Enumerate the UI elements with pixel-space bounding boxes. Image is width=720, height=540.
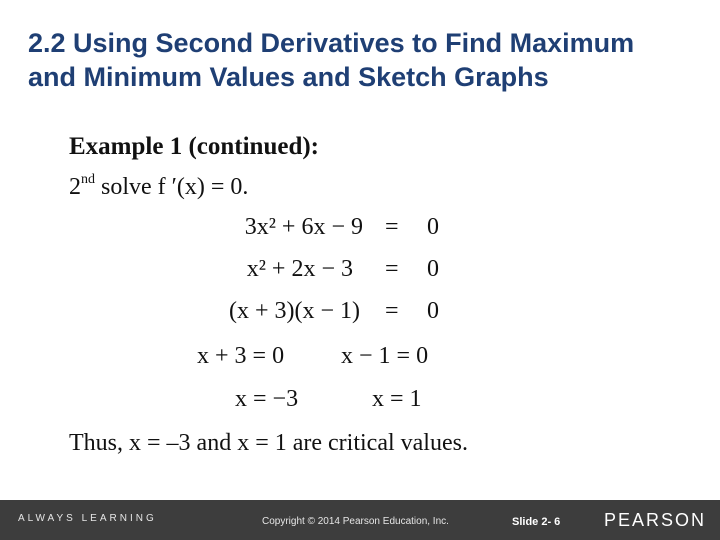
step-instruction — [69, 174, 248, 201]
equation-rhs: 0 — [427, 298, 439, 324]
pearson-logo: PEARSON — [604, 510, 707, 530]
footer-bar — [0, 500, 720, 540]
slide-title: 2.2 Using Second Derivatives to Find Maximum and Minimum Values and Sketch Graphs — [28, 28, 635, 92]
slide-number: Slide 2- 6 — [512, 516, 561, 528]
equation-equals: = — [385, 214, 399, 240]
copyright-text: Copyright © 2014 Pearson Education, Inc. — [262, 516, 449, 527]
equation-lhs: x² + 2x − 3 — [246, 256, 353, 282]
step-number: 2 — [69, 174, 81, 200]
solution: x = −3 — [235, 386, 299, 412]
example-heading: Example 1 (continued): — [69, 133, 319, 160]
step-text: solve f ′(x) = 0. — [95, 174, 249, 200]
solution: x = 1 — [372, 386, 422, 412]
footer-tagline: ALWAYS LEARNING — [18, 513, 157, 524]
equation-lhs: 3x² + 6x − 9 — [244, 214, 363, 240]
equation-row — [0, 256, 720, 286]
equation-rhs: 0 — [427, 214, 439, 240]
equation-equals: = — [385, 298, 399, 324]
equation-lhs: (x + 3)(x − 1) — [228, 298, 360, 324]
conclusion-text: Thus, x = –3 and x = 1 are critical values. — [69, 430, 468, 456]
equation-rhs: 0 — [427, 256, 439, 282]
step-ordinal-suffix: nd — [81, 172, 95, 187]
equation-equals: = — [385, 256, 399, 282]
equation-row — [0, 214, 720, 244]
factor-equation: x − 1 = 0 — [341, 343, 429, 369]
factor-equation: x + 3 = 0 — [197, 343, 285, 369]
equation-row — [0, 298, 720, 328]
